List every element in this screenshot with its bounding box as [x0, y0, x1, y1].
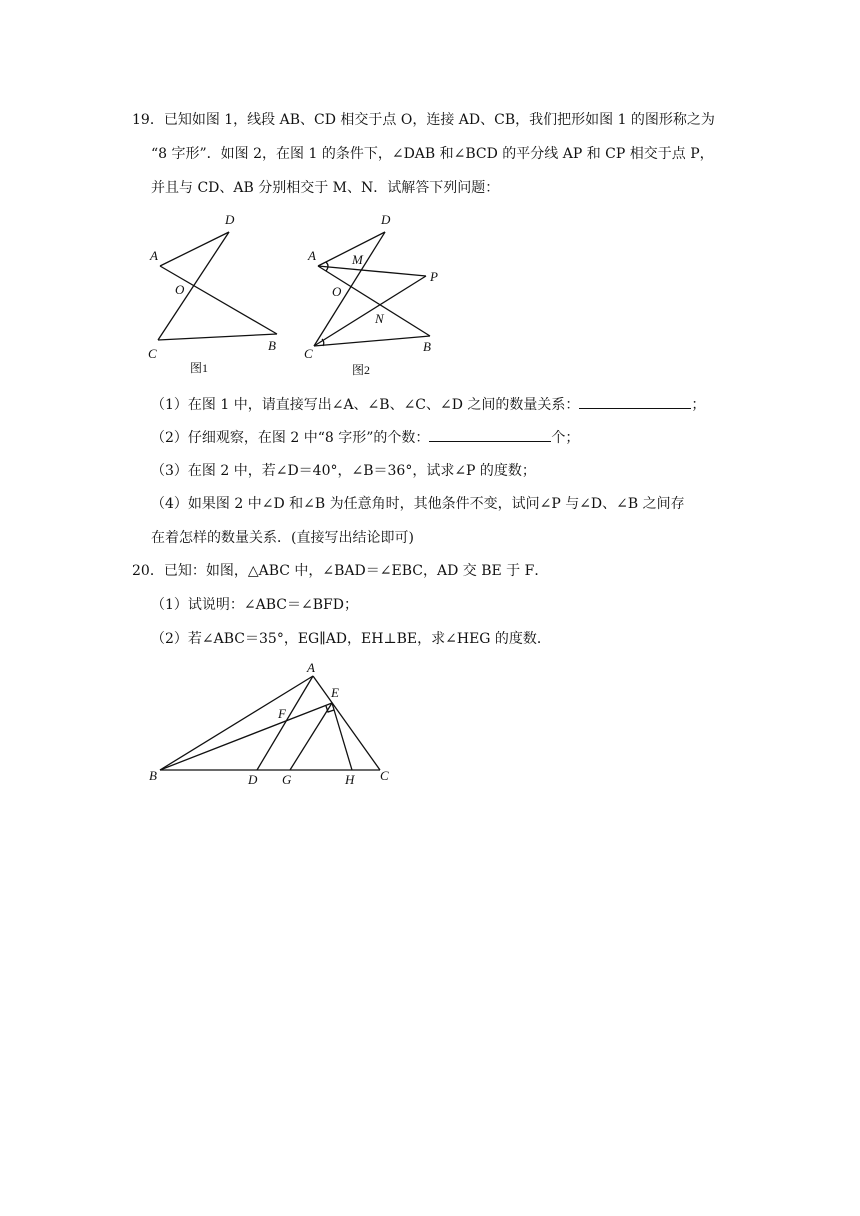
q20-label-c: C	[380, 768, 389, 783]
fig1-label-b: B	[268, 338, 276, 353]
figure-q20	[140, 656, 410, 796]
fig2-label-c: C	[304, 346, 313, 361]
q20-sub2: （2）若∠ABC＝35°，EG∥AD，EH⊥BE，求∠HEG 的度数．	[151, 631, 551, 647]
fig2-label-a: A	[308, 248, 316, 263]
q20-label-h: H	[345, 772, 355, 787]
fig1-label-a: A	[150, 248, 158, 263]
q20-segment-eh	[332, 703, 352, 770]
fig1-segment-ab	[160, 266, 277, 334]
q20-line1: 20．已知：如图，△ABC 中，∠BAD＝∠EBC，AD 交 BE 于 F．	[132, 563, 549, 579]
fig2-segment-cp	[314, 276, 426, 346]
q19-sub1-text: （1）在图 1 中，请直接写出∠A、∠B、∠C、∠D 之间的数量关系：	[151, 397, 580, 413]
q19-sub2-text: （2）仔细观察，在图 2 中“8 字形”的个数：	[151, 430, 430, 446]
q20-label-d: D	[248, 772, 258, 787]
q20-segment-ac	[313, 676, 380, 770]
q19-line1: 19．已知如图 1，线段 AB、CD 相交于点 O，连接 AD、CB，我们把形如图 1 的图形称之为	[132, 112, 715, 128]
q20-segment-be	[160, 703, 332, 770]
fig2-segment-ap	[318, 266, 426, 276]
fig2-caption: 图2	[352, 363, 371, 377]
figure-2	[300, 208, 460, 378]
q19-sub2-end: 个；	[551, 430, 580, 446]
q20-label-e: E	[331, 685, 339, 700]
fig2-label-b: B	[423, 339, 431, 354]
q20-sub1: （1）试说明：∠ABC＝∠BFD；	[151, 597, 358, 613]
q19-line2: “8 字形”．如图 2，在图 1 的条件下，∠DAB 和∠BCD 的平分线 AP 和 CP 相交于点 P，	[151, 146, 714, 162]
q19-sub2-answer-blank[interactable]	[429, 427, 551, 442]
figure-1	[140, 208, 300, 378]
fig1-label-c: C	[148, 346, 157, 361]
fig2-segment-ab	[318, 266, 430, 336]
q20-segment-ad	[257, 676, 313, 770]
q19-sub1-answer-blank[interactable]	[579, 394, 691, 409]
fig2-label-p: P	[430, 269, 438, 284]
fig2-label-n: N	[375, 311, 384, 326]
fig1-segment-dc	[158, 232, 229, 340]
q19-sub4-line1: （4）如果图 2 中∠D 和∠B 为任意角时，其他条件不变，试问∠P 与∠D、∠B 之间存	[151, 496, 685, 512]
fig2-label-d: D	[381, 212, 391, 227]
fig1-caption: 图1	[190, 361, 209, 375]
q20-segment-eg	[290, 703, 332, 770]
fig1-segment-cb	[158, 334, 277, 340]
fig1-label-d: D	[225, 212, 235, 227]
q20-segment-ba	[160, 676, 313, 770]
q19-line3: 并且与 CD、AB 分别相交于 M、N．试解答下列问题：	[151, 180, 500, 196]
q20-label-f: F	[278, 706, 286, 721]
fig2-segment-cb	[314, 336, 430, 346]
q19-sub3: （3）在图 2 中，若∠D＝40°，∠B＝36°，试求∠P 的度数；	[151, 463, 536, 479]
fig2-label-o: O	[332, 284, 342, 299]
q19-sub1	[151, 394, 705, 415]
q19-sub1-end: ；	[691, 397, 706, 413]
q20-label-g: G	[282, 772, 292, 787]
fig1-segment-ad	[160, 232, 229, 266]
fig2-label-m: M	[352, 252, 363, 267]
q19-sub4-line2: 在着怎样的数量关系．(直接写出结论即可)	[151, 530, 414, 546]
q19-sub2	[151, 427, 579, 448]
q20-label-a: A	[307, 660, 315, 675]
fig1-label-o: O	[175, 282, 185, 297]
q20-label-b: B	[149, 768, 157, 783]
fig2-segment-dc	[314, 232, 385, 346]
